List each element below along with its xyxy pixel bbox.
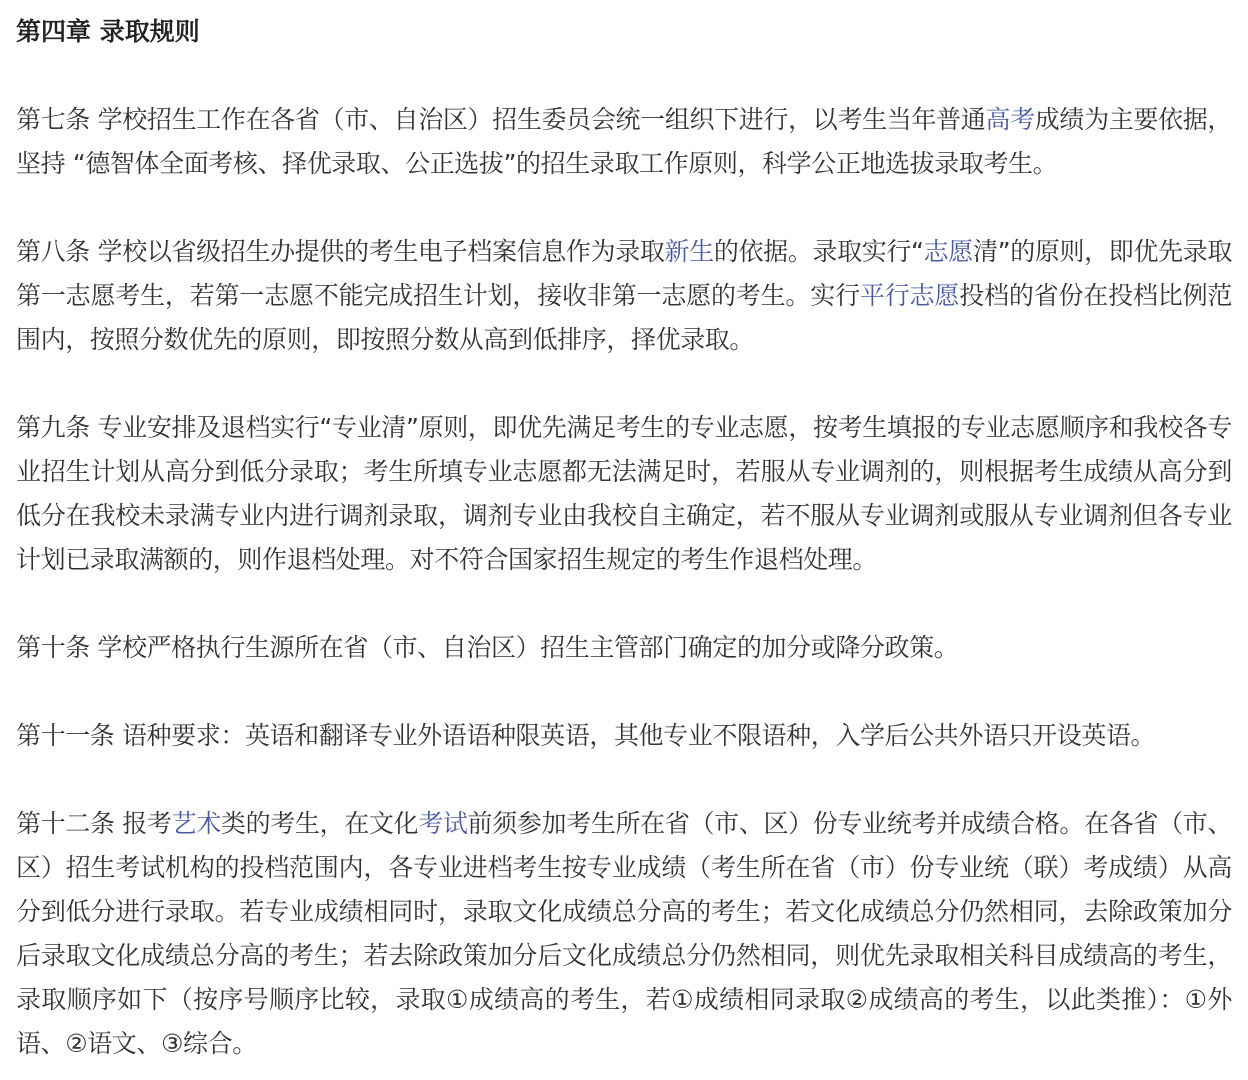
- spacer: [16, 362, 1232, 406]
- article-7-text-2: 成绩为主要依据，坚持 “德智体全面考核、择优录取、公正选拔”的招生录取工作原则，科学公正地选拔录取考生。: [16, 105, 1232, 178]
- link-zhiyuan[interactable]: 志愿: [923, 237, 973, 266]
- article-8-text-2: 的依据。录取实行“: [713, 237, 924, 266]
- spacer: [16, 670, 1232, 714]
- link-gaokao[interactable]: 高考: [985, 105, 1035, 134]
- article-11: 第十一条 语种要求：英语和翻译专业外语语种限英语，其他专业不限语种，入学后公共外语只开设英语。: [16, 721, 1156, 750]
- link-xinsheng[interactable]: 新生: [664, 237, 714, 266]
- article-7-text-1: 第七条 学校招生工作在各省（市、自治区）招生委员会统一组织下进行，以考生当年普通: [16, 105, 986, 134]
- spacer: [16, 758, 1232, 802]
- article-12: [16, 802, 1232, 1066]
- article-8-text-4: 投档的省份在投档比例范围内，按照分数优先的原则，即按照分数从高到低排序，择优录取。: [16, 281, 1233, 354]
- article-12-text-2: 类的考生，在文化: [220, 809, 419, 838]
- link-pingxing-zhiyuan[interactable]: 平行志愿: [859, 281, 960, 310]
- article-9: 第九条 专业安排及退档实行“专业清”原则，即优先满足考生的专业志愿，按考生填报的专业志愿顺序和我校各专业招生计划从高分到低分录取；考生所填专业志愿都无法满足时，若服从专业调剂的，则根据考生成绩从高分到低分在我校未录满专业内进行调剂录取，调剂专业由我校自主确定，若不服从专业调剂或服从专业调剂但各专业计划已录取满额的，则作退档处理。对不符合国家招生规定的考生作退档处理。: [16, 413, 1232, 574]
- article-8-text-1: 第八条 学校以省级招生办提供的考生电子档案信息作为录取: [16, 237, 665, 266]
- article-12-text-1: 第十二条 报考: [16, 809, 172, 838]
- spacer: [16, 186, 1232, 230]
- spacer: [16, 54, 1232, 98]
- article-8: [16, 230, 1232, 362]
- article-8-text-3: 清”的原则，即优先录取第一志愿考生，若第一志愿不能完成招生计划，接收非第一志愿的考生。实行: [16, 237, 1233, 310]
- chapter-title: 第四章 录取规则: [16, 17, 200, 46]
- link-kaoshi[interactable]: 考试: [418, 809, 468, 838]
- article-7: [16, 98, 1232, 186]
- article-10: 第十条 学校严格执行生源所在省（市、自治区）招生主管部门确定的加分或降分政策。: [16, 633, 959, 662]
- article-12-text-3: 前须参加考生所在省（市、区）份专业统考并成绩合格。在各省（市、区）招生考试机构的投档范围内，各专业进档考生按专业成绩（考生所在省（市）份专业统（联）考成绩）从高分到低分进行录取。若专业成绩相同时，录取文化成绩总分高的考生；若文化成绩总分仍然相同，去除政策加分后录取文化成绩总分高的考生；若去除政策加分后文化成绩总分仍然相同，则优先录取相关科目成绩高的考生，录取顺序如下（按序号顺序比较，录取①成绩高的考生，若①成绩相同录取②成绩高的考生，以此类推）：①外语、②语文、③综合。: [16, 809, 1232, 1058]
- spacer: [16, 582, 1232, 626]
- link-yishu[interactable]: 艺术: [171, 809, 221, 838]
